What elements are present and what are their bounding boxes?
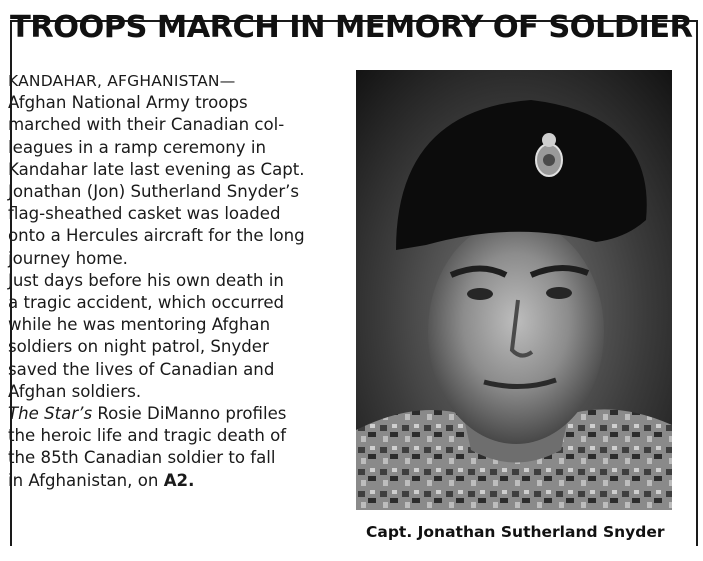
portrait-illustration xyxy=(356,70,672,510)
right-eye xyxy=(546,287,572,299)
soldier-portrait-photo xyxy=(356,70,672,510)
publication-name: The Star’s xyxy=(8,404,93,424)
story-line: leagues in a ramp ceremony in xyxy=(8,137,267,157)
story-line: Jonathan (Jon) Sutherland Snyder’s xyxy=(8,182,300,202)
story-line: soldiers on night patrol, Snyder xyxy=(8,337,269,357)
page-reference: A2. xyxy=(163,470,195,490)
story-line: the heroic life and tragic death of xyxy=(8,426,287,446)
paragraph-1 xyxy=(8,92,344,270)
story-text: in Afghanistan, on xyxy=(8,470,164,490)
story-body xyxy=(8,70,344,492)
story-line: Just days before his own death in xyxy=(8,270,284,290)
paragraph-2 xyxy=(8,270,344,403)
story-line: Kandahar late last evening as Capt. xyxy=(8,159,305,179)
story-line: journey home. xyxy=(8,248,128,268)
story-line: the 85th Canadian soldier to fall xyxy=(8,448,276,468)
story-line xyxy=(8,470,344,492)
left-eye xyxy=(467,288,493,300)
story-line: flag-sheathed casket was loaded xyxy=(8,204,281,224)
headline: TROOPS MARCH IN MEMORY OF SOLDIER xyxy=(10,10,693,45)
story-line: Afghan National Army troops xyxy=(8,93,248,113)
story-line: a tragic accident, which occurred xyxy=(8,293,285,313)
story-line: marched with their Canadian col- xyxy=(8,115,285,135)
story-line: saved the lives of Canadian and xyxy=(8,359,275,379)
dateline: KANDAHAR, AFGHANISTAN— xyxy=(8,72,236,90)
paragraph-3 xyxy=(8,403,344,492)
photo-caption: Capt. Jonathan Sutherland Snyder xyxy=(366,523,665,541)
story-line xyxy=(8,403,344,425)
story-line: Afghan soldiers. xyxy=(8,381,142,401)
story-line: onto a Hercules aircraft for the long xyxy=(8,226,305,246)
story-line: while he was mentoring Afghan xyxy=(8,315,271,335)
story-text: Rosie DiManno profiles xyxy=(92,404,287,424)
